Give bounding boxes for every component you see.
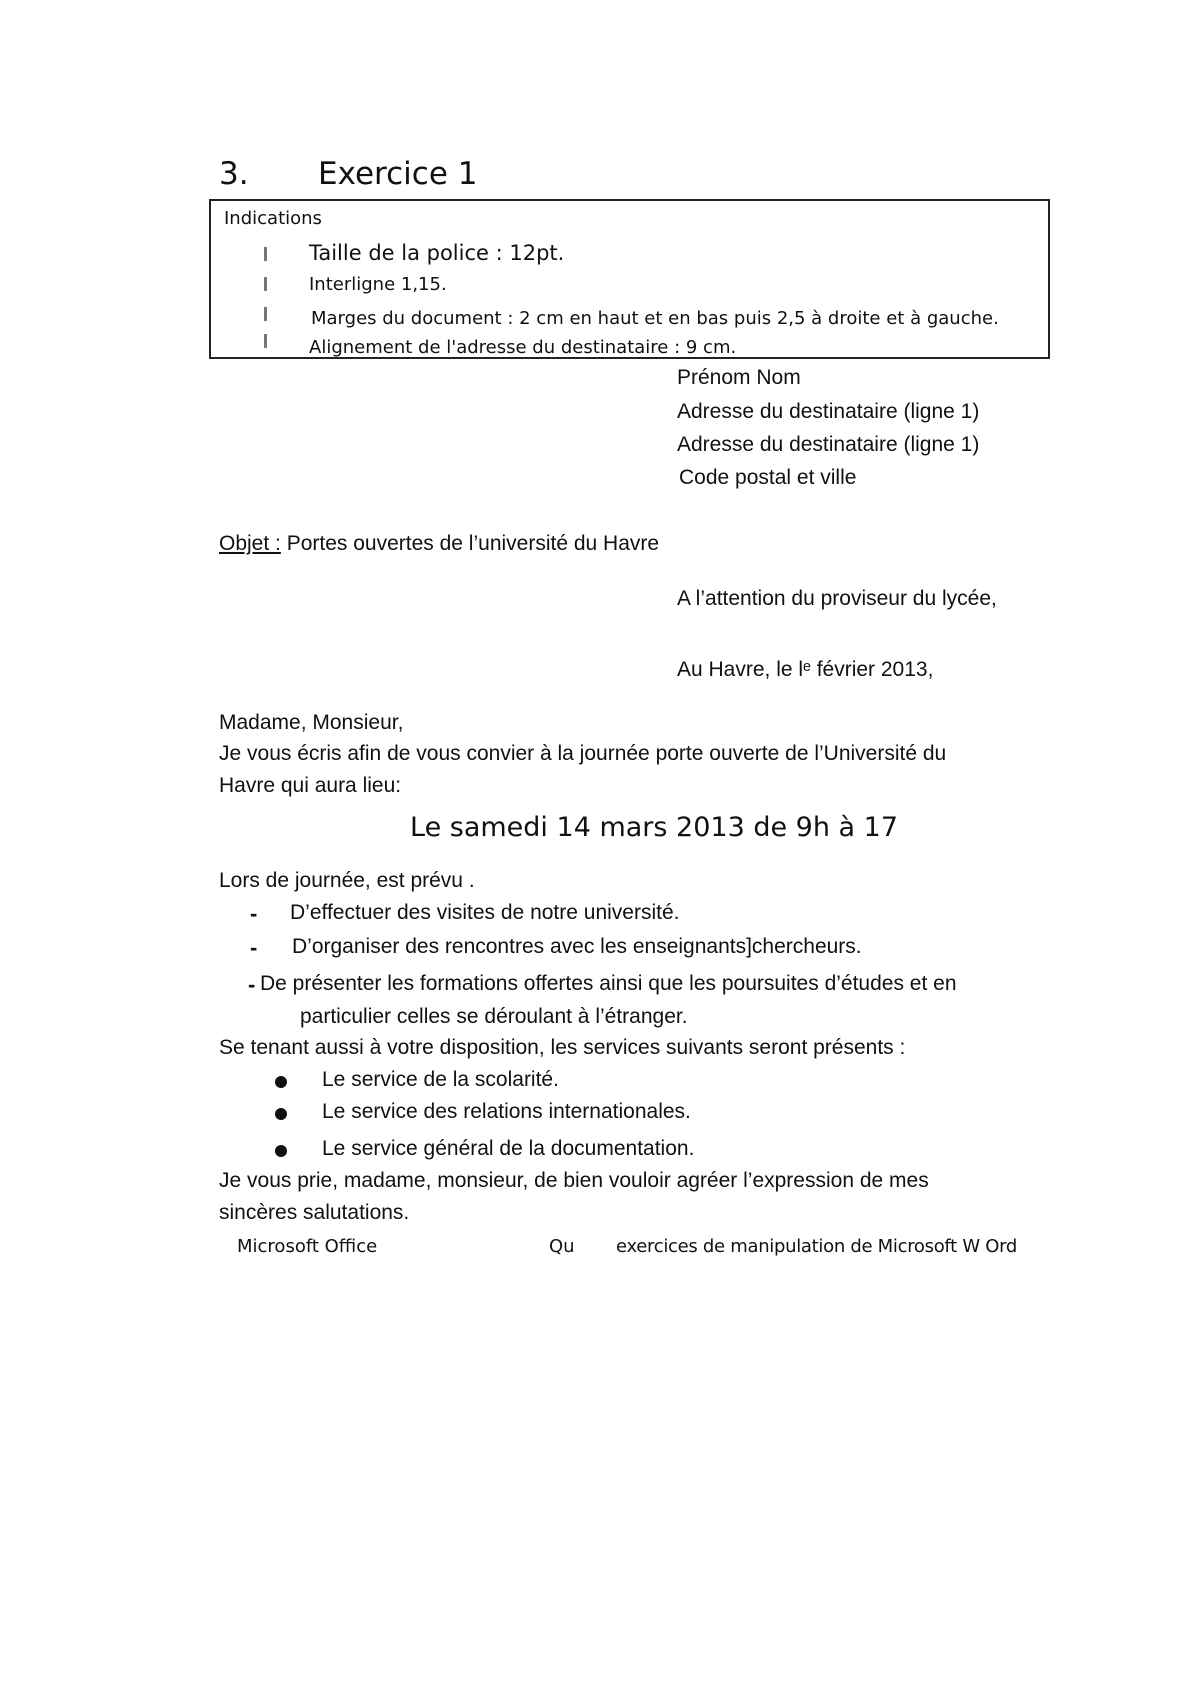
heading-title: Exercice 1: [318, 156, 478, 192]
indications-label: Indications: [224, 208, 322, 229]
closing-line: Je vous prie, madame, monsieur, de bien vouloir agréer l’expression de mes: [219, 1169, 929, 1192]
program-intro: Lors de journée, est prévu .: [219, 869, 475, 892]
dash-marker: -: [250, 935, 258, 960]
indication-item: Alignement de l'adresse du destinataire : 9 cm.: [309, 337, 737, 358]
attention-line: A l’attention du proviseur du lycée,: [677, 587, 997, 610]
bullet-icon: [275, 1145, 287, 1157]
service-item: Le service des relations internationales.: [322, 1100, 691, 1123]
salutation: Madame, Monsieur,: [219, 711, 404, 734]
indication-item: Taille de la police : 12pt.: [309, 241, 565, 265]
dash-marker: -: [248, 972, 256, 997]
event-line: Le samedi 14 mars 2013 de 9h à 17: [410, 812, 899, 843]
recipient-line: Adresse du destinataire (ligne 1): [677, 433, 980, 456]
closing-line: sincères salutations.: [219, 1201, 410, 1224]
recipient-line: Prénom Nom: [677, 366, 801, 389]
recipient-line: Adresse du destinataire (ligne 1): [677, 400, 980, 423]
object-text: Portes ouvertes de l’université du Havre: [280, 532, 660, 555]
program-item: De présenter les formations offertes ainsi que les poursuites d’études et en: [260, 972, 957, 995]
dash-marker: [264, 277, 267, 291]
service-item: Le service général de la documentation.: [322, 1137, 695, 1160]
indication-item: Marges du document : 2 cm en haut et en bas puis 2,5 à droite et à gauche.: [311, 308, 999, 329]
bullet-icon: [275, 1108, 287, 1120]
object-label: Objet :: [219, 532, 281, 555]
dash-marker: [264, 334, 267, 348]
body-line: Havre qui aura lieu:: [219, 774, 402, 797]
footer-right: exercices de manipulation de Microsoft W Ord: [616, 1236, 1018, 1257]
heading-number: 3.: [219, 156, 249, 192]
services-intro: Se tenant aussi à votre disposition, les services suivants seront présents :: [219, 1036, 906, 1059]
body-line: Je vous écris afin de vous convier à la journée porte ouverte de l’Université du: [219, 742, 947, 765]
dash-marker: [264, 307, 267, 321]
dash-marker: -: [250, 901, 258, 926]
footer-left: Microsoft Office: [237, 1236, 378, 1257]
object-line: [219, 532, 659, 556]
indication-item: Interligne 1,15.: [309, 274, 447, 295]
service-item: Le service de la scolarité.: [322, 1068, 559, 1091]
recipient-line: Code postal et ville: [679, 466, 857, 489]
footer-center: Qu: [549, 1236, 575, 1257]
date-line: Au Havre, le lᵉ février 2013,: [677, 658, 934, 681]
bullet-icon: [275, 1076, 287, 1088]
program-item: D’effectuer des visites de notre université.: [290, 901, 680, 924]
dash-marker: [264, 247, 267, 261]
program-item-continued: particulier celles se déroulant à l’étranger.: [300, 1005, 688, 1028]
program-item: D’organiser des rencontres avec les enseignants]chercheurs.: [292, 935, 862, 958]
